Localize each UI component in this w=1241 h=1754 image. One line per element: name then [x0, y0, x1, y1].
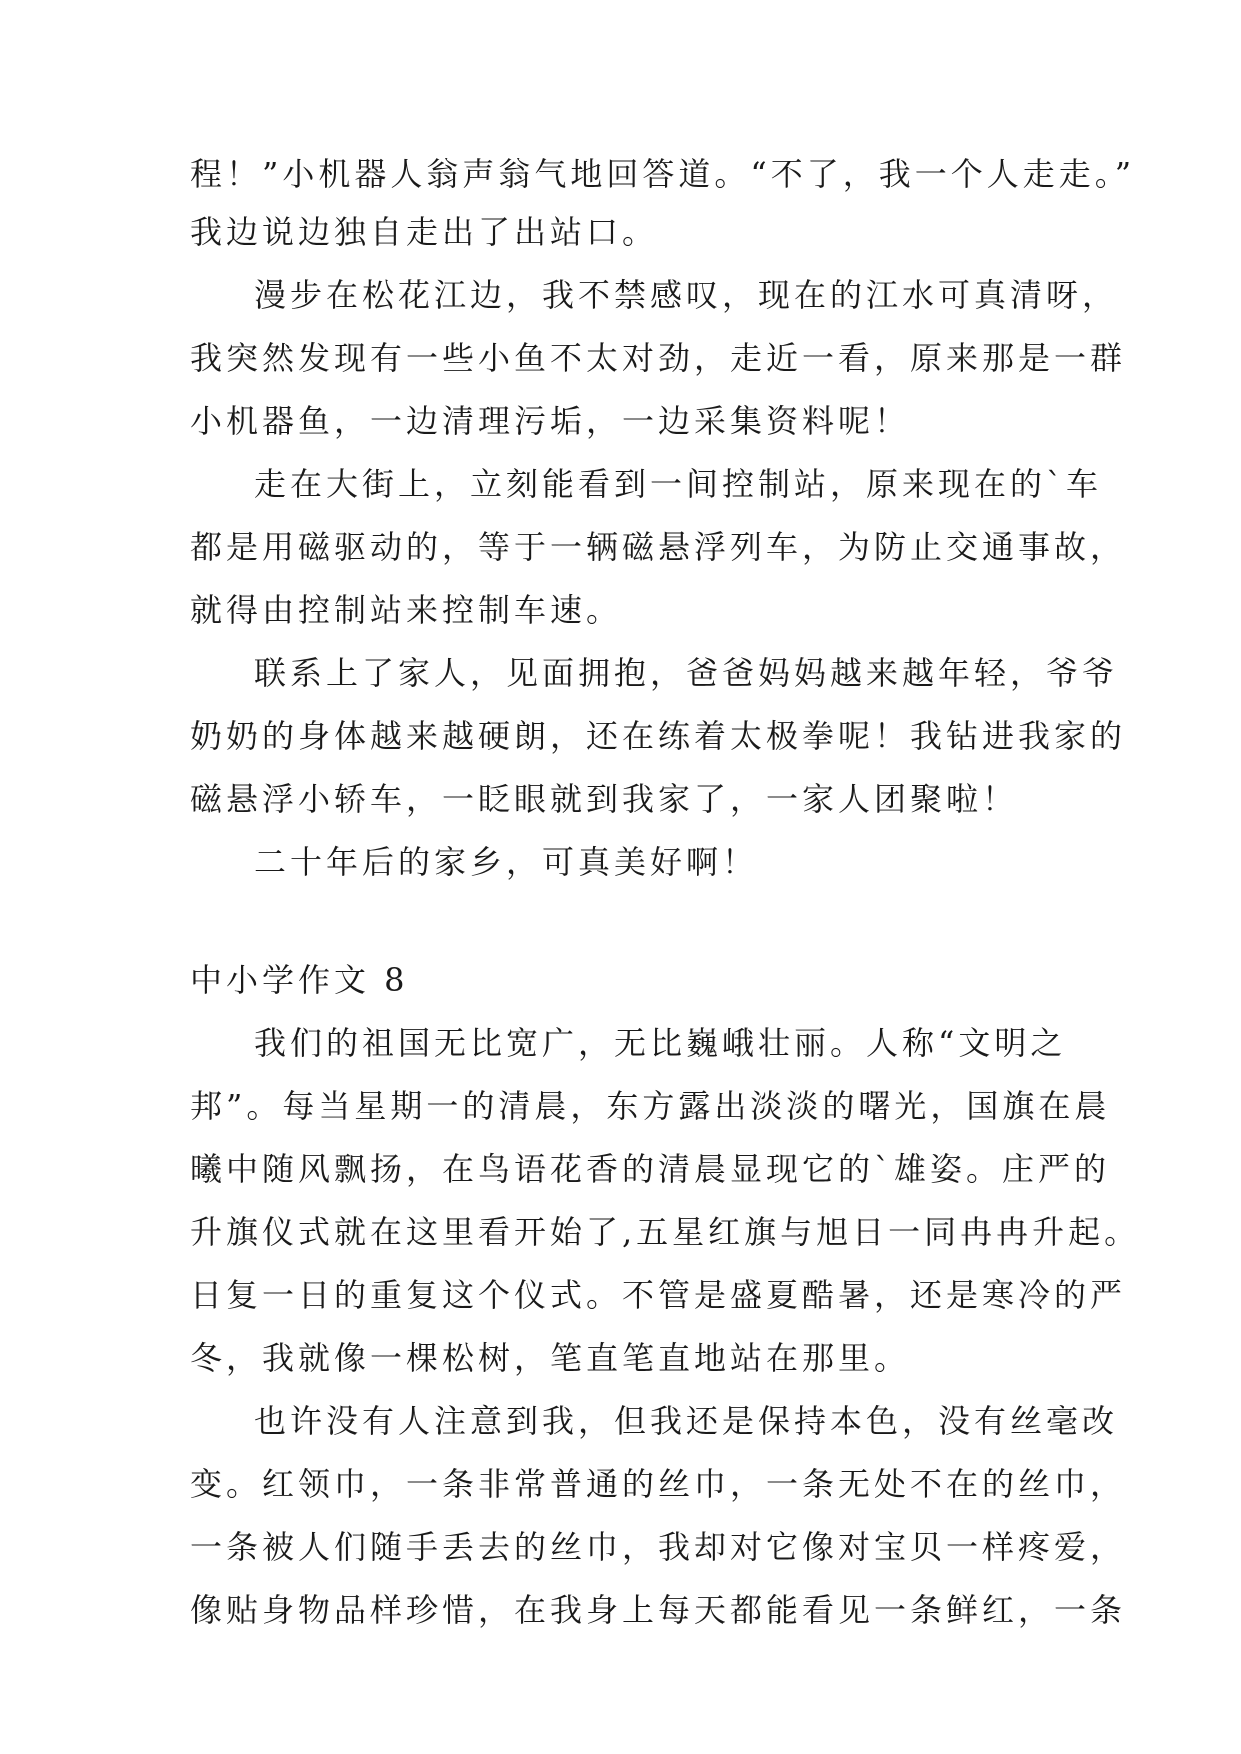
text-line: 我突然发现有一些小鱼不太对劲，走近一看，原来那是一群 — [190, 339, 1127, 377]
text-line: 程！”小机器人翁声翁气地回答道。“不了，我一个人走走。” — [190, 155, 1136, 193]
text-line: 曦中随风飘扬，在鸟语花香的清晨显现它的`雄姿。庄严的 — [190, 1150, 1111, 1188]
text-line: 走在大街上，立刻能看到一间控制站，原来现在的`车 — [254, 465, 1103, 503]
text-line: 磁悬浮小轿车，一眨眼就到我家了，一家人团聚啦！ — [190, 780, 1019, 818]
text-line: 我们的祖国无比宽广，无比巍峨壮丽。人称“文明之 — [254, 1024, 1067, 1062]
document-page — [190, 150, 1141, 1634]
text-line: 二十年后的家乡，可真美好啊！ — [254, 843, 759, 881]
text-line: 联系上了家人，见面拥抱，爸爸妈妈越来越年轻，爷爷 — [254, 654, 1119, 692]
text-line: 像贴身物品样珍惜，在我身上每天都能看见一条鲜红，一条 — [190, 1591, 1127, 1629]
text-line: 冬，我就像一棵松树，笔直笔直地站在那里。 — [190, 1339, 911, 1377]
text-line: 都是用磁驱动的，等于一辆磁悬浮列车，为防止交通事故， — [190, 528, 1127, 566]
text-line: 漫步在松花江边，我不禁感叹，现在的江水可真清呀， — [254, 276, 1119, 314]
text-line: 奶奶的身体越来越硬朗，还在练着太极拳呢！我钻进我家的 — [190, 717, 1127, 755]
text-line: 就得由控制站来控制车速。 — [190, 591, 623, 629]
text-line: 一条被人们随手丢去的丝巾，我却对它像对宝贝一样疼爱， — [190, 1528, 1127, 1566]
text-line: 小机器鱼，一边清理污垢，一边采集资料呢！ — [190, 402, 911, 440]
text-line: 我边说边独自走出了出站口。 — [190, 213, 659, 251]
text-line: 日复一日的重复这个仪式。不管是盛夏酷暑，还是寒冷的严 — [190, 1276, 1127, 1314]
text-line: 变。红领巾，一条非常普通的丝巾，一条无处不在的丝巾， — [190, 1465, 1127, 1503]
text-line: 邦”。每当星期一的清晨，东方露出淡淡的曙光，国旗在晨 — [190, 1087, 1111, 1125]
text-line: 也许没有人注意到我，但我还是保持本色，没有丝毫改 — [254, 1402, 1119, 1440]
text-line: 升旗仪式就在这里看开始了,五星红旗与旭日一同冉冉升起。 — [190, 1213, 1141, 1251]
section-title: 中小学作文 8 — [190, 961, 409, 999]
